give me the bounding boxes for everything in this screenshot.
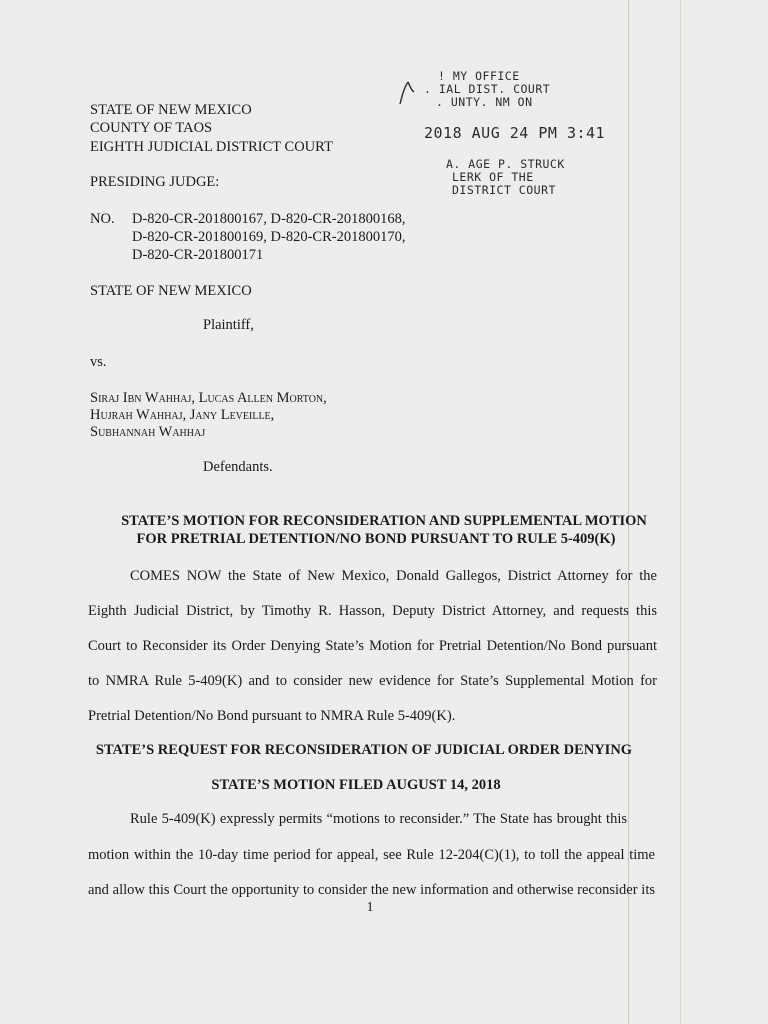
stamp-line: A. AGE P. STRUCK: [446, 157, 565, 171]
defendants-label: Defendants.: [203, 459, 273, 475]
body-line: COMES NOW the State of New Mexico, Donald Gallegos, District Attorney for the: [130, 568, 657, 584]
case-numbers-line: D-820-CR-201800171: [132, 247, 264, 263]
presiding-judge-label: PRESIDING JUDGE:: [90, 174, 220, 190]
body-line: Pretrial Detention/No Bond pursuant to NMRA Rule 5-409(K).: [88, 708, 456, 724]
body-line: motion within the 10-day time period for appeal, see Rule 12-204(C)(1), to toll the appeal time: [88, 847, 655, 863]
stamp-line: . IAL DIST. COURT: [424, 82, 551, 96]
body-line: Rule 5-409(K) expressly permits “motions to reconsider.” The State has brought this: [130, 811, 627, 827]
plaintiff-label: Plaintiff,: [203, 317, 254, 333]
caption-court: EIGHTH JUDICIAL DISTRICT COURT: [90, 139, 333, 155]
defendants-line: Hujrah Wahhaj, Jany Leveille,: [90, 407, 275, 423]
plaintiff-name: STATE OF NEW MEXICO: [90, 283, 252, 299]
defendants-line: Siraj Ibn Wahhaj, Lucas Allen Morton,: [90, 390, 327, 406]
case-numbers-line: D-820-CR-201800169, D-820-CR-201800170,: [132, 229, 406, 245]
section-heading-line: STATE’S REQUEST FOR RECONSIDERATION OF JUDICIAL ORDER DENYING: [95, 742, 633, 758]
body-line: to NMRA Rule 5-409(K) and to consider new evidence for State’s Supplemental Motion for: [88, 673, 657, 689]
motion-title-line: FOR PRETRIAL DETENTION/NO BOND PURSUANT TO RULE 5-409(K): [136, 531, 616, 547]
page-number: 1: [366, 900, 374, 915]
stamp-line: . UNTY. NM ON: [436, 95, 533, 109]
stamp-date: 2018 AUG 24 PM 3:41: [424, 124, 606, 142]
caption-state: STATE OF NEW MEXICO: [90, 102, 252, 118]
scan-edge-line: [680, 0, 681, 1024]
versus-label: vs.: [90, 354, 107, 370]
defendants-line: Subhannah Wahhaj: [90, 424, 206, 440]
scan-margin-line: [628, 0, 629, 1024]
body-line: and allow this Court the opportunity to consider the new information and otherwise reconsider its: [88, 882, 655, 898]
caption-county: COUNTY OF TAOS: [90, 120, 213, 136]
body-line: Eighth Judicial District, by Timothy R. Hasson, Deputy District Attorney, and requests this: [88, 603, 657, 619]
stamp-line: DISTRICT COURT: [452, 183, 556, 197]
section-heading-line: STATE’S MOTION FILED AUGUST 14, 2018: [211, 777, 501, 793]
stamp-line: LERK OF THE: [452, 170, 534, 184]
case-numbers-line: D-820-CR-201800167, D-820-CR-201800168,: [132, 211, 406, 227]
body-line: Court to Reconsider its Order Denying State’s Motion for Pretrial Detention/No Bond pursuant: [88, 638, 657, 654]
stamp-mark: [396, 78, 418, 108]
stamp-line: ! MY OFFICE: [438, 69, 520, 83]
motion-title-line: STATE’S MOTION FOR RECONSIDERATION AND SUPPLEMENTAL MOTION: [121, 513, 647, 529]
case-number-label: NO.: [90, 211, 115, 227]
